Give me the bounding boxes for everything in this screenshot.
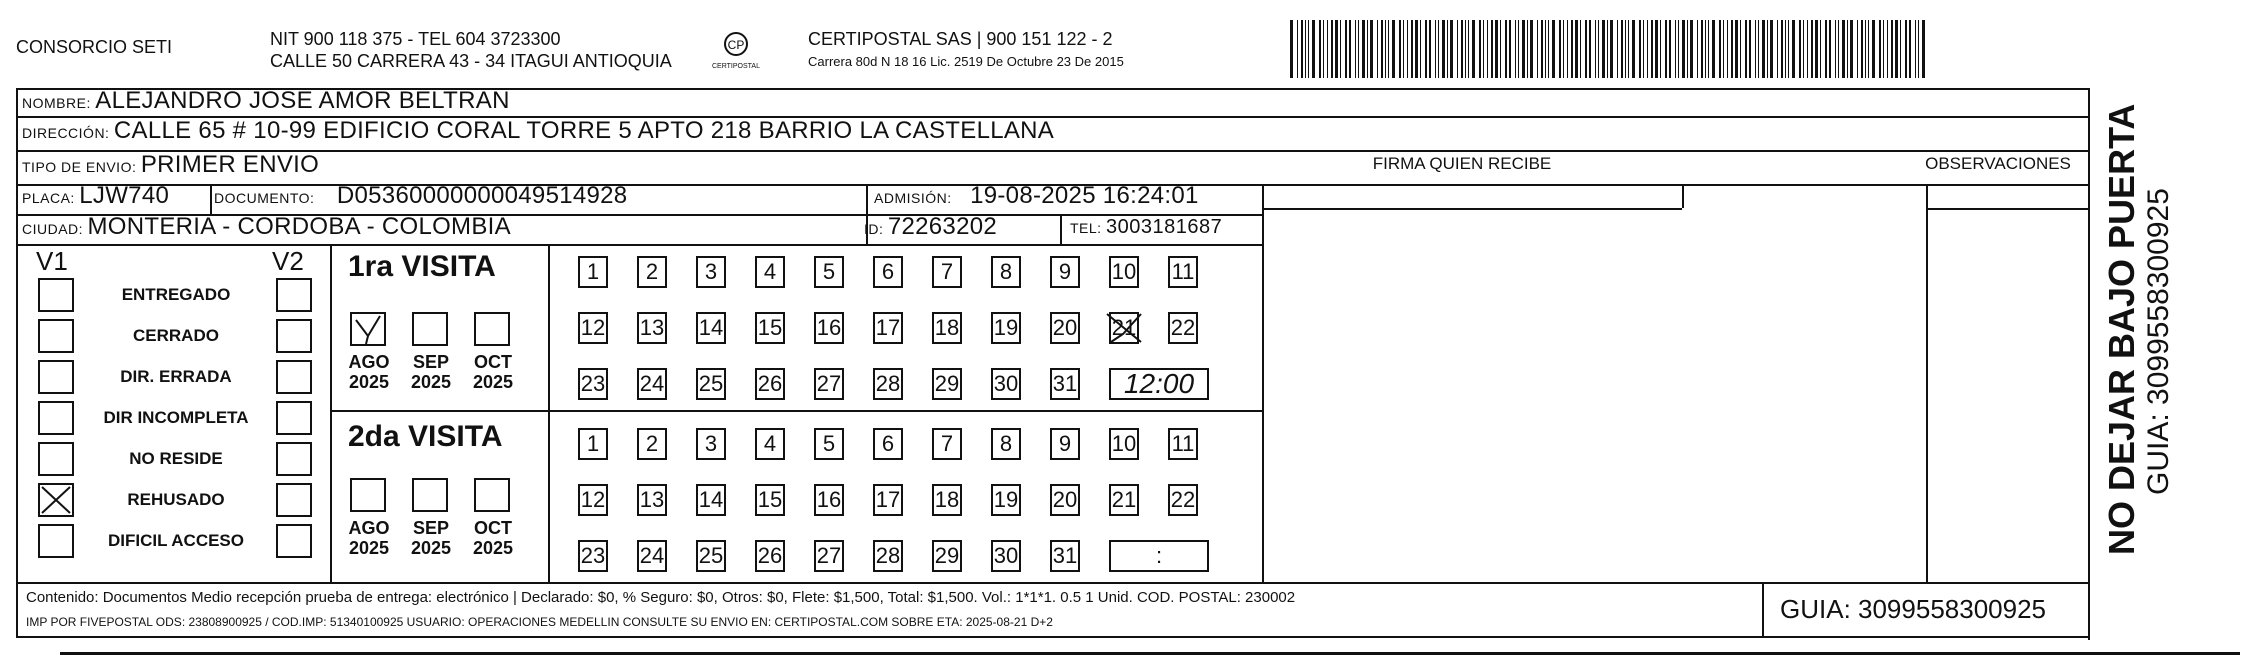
content-line: Contenido: Documentos Medio recepción prueba de entrega: electrónico | Declarado: $0, % Seguro: $0, Otros: $0, Flete: $1,500, Total: $1,500. Vol.: 1*1*1. 0.5 1 Unid. COD. POSTAL: 230002 [26,589,1296,606]
day-checkbox[interactable]: 21 [1109,484,1139,516]
v2-checkbox[interactable] [276,442,312,476]
day-checkbox[interactable]: 7 [932,428,962,460]
recipient-address: CALLE 65 # 10-99 EDIFICIO CORAL TORRE 5 APTO 218 BARRIO LA CASTELLANA [113,117,1055,144]
city-label: CIUDAD: [22,221,84,237]
day-checkbox[interactable]: 18 [932,484,962,516]
day-checkbox[interactable]: 25 [696,368,726,400]
city-row [22,214,511,243]
carrier-line: CERTIPOSTAL SAS | 900 151 122 - 2 [808,29,1113,49]
month-label: SEP 2025 [410,352,452,392]
check-mark-icon [352,314,384,344]
day-checkbox[interactable]: 16 [814,312,844,344]
day-checkbox[interactable]: 25 [696,540,726,572]
day-checkbox[interactable]: 4 [755,428,785,460]
v2-checkbox[interactable] [276,524,312,558]
month-label: AGO 2025 [348,352,390,392]
month-checkbox[interactable] [350,478,386,512]
status-label: DIFICIL ACCESO [107,531,244,550]
tel-label: TEL: [1070,220,1102,236]
status-label: ENTREGADO [121,285,231,304]
status-label: DIR. ERRADA [120,367,232,386]
document-row [214,183,627,212]
day-checkbox[interactable]: 28 [873,368,903,400]
day-checkbox[interactable]: 20 [1050,312,1080,344]
name-row [22,88,510,117]
status-label: DIR INCOMPLETA [103,408,249,427]
day-checkbox[interactable]: 15 [755,312,785,344]
day-checkbox[interactable]: 24 [637,368,667,400]
day-checkbox[interactable]: 24 [637,540,667,572]
month-checkbox[interactable] [350,312,386,346]
document-label: DOCUMENTO: [214,190,315,206]
day-checkbox[interactable]: 31 [1050,540,1080,572]
day-checkbox[interactable]: 13 [637,312,667,344]
day-checkbox[interactable]: 16 [814,484,844,516]
v1-label: V1 [36,246,68,276]
day-checkbox[interactable]: 6 [873,256,903,288]
admission-label: ADMISIÓN: [874,190,952,206]
v2-checkbox[interactable] [276,401,312,435]
v1-checkbox[interactable] [38,278,74,312]
day-checkbox[interactable]: 22 [1168,312,1198,344]
day-checkbox[interactable]: 15 [755,484,785,516]
day-checkbox[interactable]: 6 [873,428,903,460]
side-notice [2102,104,2176,555]
name-label: NOMBRE: [22,95,91,111]
month-checkbox[interactable] [412,478,448,512]
v1-checkbox[interactable] [38,524,74,558]
v1-checkbox[interactable] [38,401,74,435]
address-label: DIRECCIÓN: [22,125,110,141]
v1-checkbox[interactable] [38,319,74,353]
day-checkbox[interactable]: 9 [1050,256,1080,288]
day-checkbox[interactable]: 31 [1050,368,1080,400]
tel-value: 3003181687 [1106,216,1223,238]
day-checkbox[interactable]: 7 [932,256,962,288]
shipping-label: TIPO DE ENVIO: [22,159,137,175]
day-checkbox[interactable]: 20 [1050,484,1080,516]
no-dejar-notice: NO DEJAR BAJO PUERTA [2101,103,2142,555]
day-checkbox[interactable]: 5 [814,256,844,288]
id-label: ID: [864,221,884,237]
v1-checkbox[interactable] [38,442,74,476]
day-checkbox[interactable]: 27 [814,540,844,572]
time-field[interactable]: : [1109,540,1209,572]
v2-checkbox[interactable] [276,319,312,353]
month-label: AGO 2025 [348,518,390,558]
day-checkbox[interactable]: 29 [932,368,962,400]
recipient-name: ALEJANDRO JOSE AMOR BELTRAN [95,87,510,114]
day-checkbox[interactable]: 19 [991,312,1021,344]
side-guia: GUIA: 3099558300925 [2142,188,2175,495]
day-checkbox[interactable]: 11 [1168,428,1198,460]
svg-text:CP: CP [727,38,745,52]
carrier-sub: Carrera 80d N 18 16 Lic. 2519 De Octubre 23 De 2015 [808,54,1124,69]
document-value: D05360000000049514928 [336,182,628,209]
guia-footer: GUIA: 3099558300925 [1780,594,2046,624]
tel-row [1070,214,1222,242]
barcode [1290,20,1932,78]
address-line: CALLE 50 CARRERA 43 - 34 ITAGUI ANTIOQUIA [270,51,672,71]
day-checkbox[interactable]: 23 [578,368,608,400]
observations-label: OBSERVACIONES [1925,154,2071,173]
day-checkbox[interactable]: 30 [991,540,1021,572]
day-checkbox[interactable]: 26 [755,540,785,572]
day-checkbox[interactable]: 12 [578,484,608,516]
month-checkbox[interactable] [474,478,510,512]
day-checkbox[interactable]: 4 [755,256,785,288]
day-checkbox[interactable]: 14 [696,312,726,344]
svg-text:CERTIPOSTAL: CERTIPOSTAL [712,63,760,70]
plate-value: LJW740 [79,182,170,209]
second-visit-label: 2da VISITA [348,420,503,453]
receiver-signature-label: FIRMA QUIEN RECIBE [1372,154,1552,173]
bottom-rule [60,652,2240,655]
day-checkbox[interactable]: 29 [932,540,962,572]
day-checkbox[interactable]: 14 [696,484,726,516]
day-checkbox[interactable]: 9 [1050,428,1080,460]
shipping-row [22,152,319,181]
company-name: CONSORCIO SETI [16,37,173,57]
month-checkbox[interactable] [474,312,510,346]
shipping-type: PRIMER ENVIO [140,151,320,178]
admission-value: 19-08-2025 16:24:01 [970,182,1199,209]
day-checkbox[interactable]: 18 [932,312,962,344]
day-checkbox[interactable]: 11 [1168,256,1198,288]
signature-area[interactable] [1264,208,1906,578]
month-checkbox[interactable] [412,312,448,346]
day-checkbox[interactable]: 13 [637,484,667,516]
day-checkbox[interactable]: 2 [637,428,667,460]
day-checkbox[interactable]: 3 [696,256,726,288]
city-value: MONTERIA - CORDOBA - COLOMBIA [87,213,511,240]
day-checkbox[interactable]: 17 [873,484,903,516]
day-checkbox[interactable]: 23 [578,540,608,572]
day-checkbox[interactable]: 1 [578,428,608,460]
day-checkbox[interactable]: 10 [1109,428,1139,460]
id-row [864,214,997,243]
day-checkbox[interactable]: 1 [578,256,608,288]
nit-line: NIT 900 118 375 - TEL 604 3723300 [270,29,561,49]
v2-checkbox[interactable] [276,483,312,517]
v1-checkbox[interactable] [38,360,74,394]
id-value: 72263202 [887,213,998,240]
day-checkbox[interactable]: 26 [755,368,785,400]
check-mark-icon [1105,310,1145,346]
day-checkbox[interactable]: 28 [873,540,903,572]
admission-row [874,183,1199,212]
day-checkbox[interactable]: 5 [814,428,844,460]
status-label: NO RESIDE [129,449,223,468]
address-row [22,118,1054,147]
day-checkbox[interactable]: 27 [814,368,844,400]
plate-row [22,183,169,212]
observations-area[interactable] [1912,208,2086,578]
certipostal-logo [708,30,764,74]
day-checkbox[interactable]: 30 [991,368,1021,400]
day-checkbox[interactable]: 17 [873,312,903,344]
v2-checkbox[interactable] [276,278,312,312]
day-checkbox[interactable]: 3 [696,428,726,460]
status-label: CERRADO [133,326,219,345]
time-field[interactable]: 12:00 [1109,368,1209,400]
day-checkbox[interactable]: 2 [637,256,667,288]
day-checkbox[interactable]: 8 [991,256,1021,288]
day-checkbox[interactable]: 19 [991,484,1021,516]
day-checkbox[interactable]: 10 [1109,256,1139,288]
first-visit-label: 1ra VISITA [348,250,496,283]
day-checkbox[interactable]: 8 [991,428,1021,460]
imp-line: IMP POR FIVEPOSTAL ODS: 23808900925 / COD.IMP: 51340100925 USUARIO: OPERACIONES MEDELLIN CONSULTE SU ENVIO EN: CERTIPOSTAL.COM SOBRE ETA: 2025-08-21 D+2 [26,615,1053,629]
plate-label: PLACA: [22,190,75,206]
month-label: OCT 2025 [472,518,514,558]
v2-label: V2 [272,246,304,276]
v1-checkbox[interactable] [38,483,74,517]
check-mark-icon [40,485,72,515]
status-label: REHUSADO [127,490,225,509]
v2-checkbox[interactable] [276,360,312,394]
month-label: OCT 2025 [472,352,514,392]
day-checkbox[interactable]: 21 [1109,312,1139,344]
day-checkbox[interactable]: 22 [1168,484,1198,516]
month-label: SEP 2025 [410,518,452,558]
day-checkbox[interactable]: 12 [578,312,608,344]
